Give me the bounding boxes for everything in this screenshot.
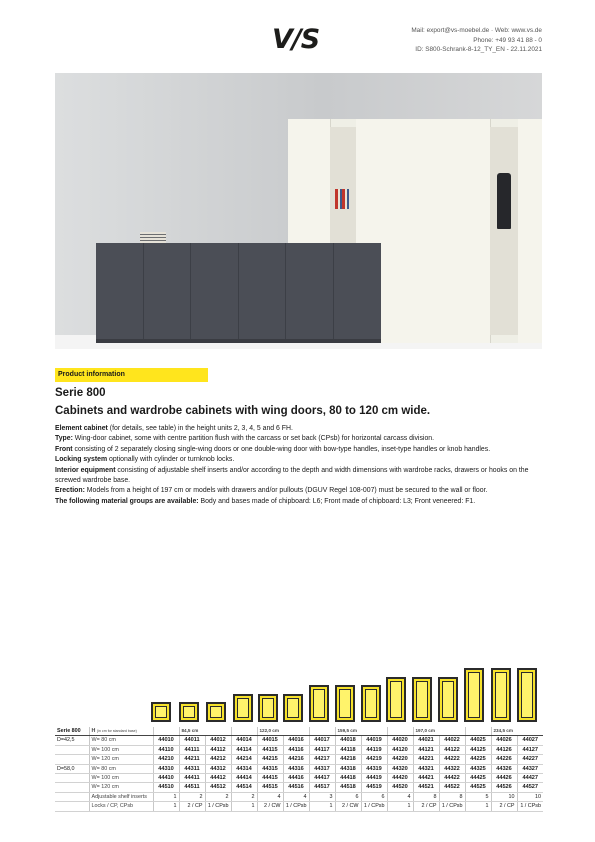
article-code-cell: 44415	[257, 774, 283, 783]
article-number-table	[55, 727, 543, 812]
locks-cell: 1 / CPsb	[283, 802, 309, 811]
article-code-cell: 44120	[387, 745, 413, 754]
article-code-cell: 44025	[465, 736, 491, 745]
article-code-cell: 44018	[335, 736, 361, 745]
article-code-cell: 44125	[465, 745, 491, 754]
table-row	[55, 774, 543, 783]
article-code-cell: 44226	[491, 755, 517, 764]
desc-element-cabinet: Element cabinet (for details, see table) in the height units 2, 3, 4, 5 and 6 FH.	[55, 425, 293, 432]
article-code-cell: 44219	[361, 755, 387, 764]
article-code-cell: 44419	[361, 774, 387, 783]
shelf-count-cell: 2	[179, 792, 205, 801]
article-code-cell: 44220	[387, 755, 413, 764]
article-code-cell: 44211	[179, 755, 205, 764]
product-subtitle: Cabinets and wardrobe cabinets with wing doors, 80 to 120 cm wide.	[55, 405, 431, 417]
article-code-cell: 44218	[335, 755, 361, 764]
article-code-cell: 44026	[491, 736, 517, 745]
article-code-cell: 44118	[335, 745, 361, 754]
article-code-cell: 44112	[205, 745, 231, 754]
article-code-cell: 44320	[387, 764, 413, 773]
article-code-cell: 44020	[387, 736, 413, 745]
article-code-cell: 44127	[517, 745, 543, 754]
article-code-cell: 44422	[439, 774, 465, 783]
article-code-cell: 44522	[439, 783, 465, 792]
article-code-cell: 44425	[465, 774, 491, 783]
contact-phone: Phone: +49 93 41 88 - 0	[473, 36, 542, 44]
article-code-cell: 44416	[283, 774, 309, 783]
article-code-cell: 44520	[387, 783, 413, 792]
article-code-cell: 44027	[517, 736, 543, 745]
article-code-cell: 44121	[413, 745, 439, 754]
shelf-count-cell: 4	[387, 792, 413, 801]
article-code-cell: 44412	[205, 774, 231, 783]
article-code-cell: 44325	[465, 764, 491, 773]
table-row	[55, 745, 543, 754]
article-code-cell: 44222	[439, 755, 465, 764]
cabinet-2fh-icon	[206, 702, 226, 722]
article-code-cell: 44317	[309, 764, 335, 773]
table-row	[55, 755, 543, 764]
cabinet-2fh-icon	[151, 702, 171, 722]
cabinet-2fh-icon	[179, 702, 199, 722]
depth-cell: D=58,0	[55, 764, 89, 773]
article-code-cell: 44311	[179, 764, 205, 773]
article-code-cell: 44122	[439, 745, 465, 754]
cabinet-6fh-icon	[517, 668, 537, 722]
article-code-cell: 44321	[413, 764, 439, 773]
locks-cell: 1 / CPsb	[361, 802, 387, 811]
document-id: ID: S800-Schrank-8-12_TY_EN - 22.11.2021	[415, 46, 542, 54]
article-code-cell: 44418	[335, 774, 361, 783]
locks-label: Locks / CP, CPsb	[89, 802, 153, 811]
article-code-cell: 44212	[205, 755, 231, 764]
width-cell: W= 100 cm	[89, 774, 153, 783]
cabinet-6fh-icon	[491, 668, 511, 722]
desc-locking: Locking system optionally with cylinder or turnknob locks.	[55, 456, 235, 464]
article-code-cell: 44119	[361, 745, 387, 754]
series-cell: Serie 800	[55, 727, 89, 736]
article-code-cell: 44126	[491, 745, 517, 754]
desc-materials: The following material groups are available: Body and bases made of chipboard: L6; Front made of chipboard: L3; Front veneered: F1.	[55, 497, 476, 505]
vs-logo: V/S	[272, 24, 320, 55]
article-code-cell: 44115	[257, 745, 283, 754]
low-cabinet-row	[96, 243, 381, 341]
table-header-row	[55, 727, 543, 736]
article-code-cell: 44414	[231, 774, 257, 783]
height-cell: 197,0 cm	[413, 727, 465, 736]
article-code-cell: 44117	[309, 745, 335, 754]
article-code-cell: 44014	[231, 736, 257, 745]
article-code-cell: 44022	[439, 736, 465, 745]
cabinet-3fh-icon	[258, 694, 278, 722]
table-row	[55, 764, 543, 773]
shelf-count-cell: 1	[153, 792, 179, 801]
locks-cell: 2 / CP	[491, 802, 517, 811]
article-code-cell: 44315	[257, 764, 283, 773]
article-code-cell: 44322	[439, 764, 465, 773]
depth-cell	[55, 783, 89, 792]
locks-cell: 1	[309, 802, 335, 811]
article-code-cell: 44526	[491, 783, 517, 792]
contact-info	[411, 26, 542, 55]
article-code-cell: 44417	[309, 774, 335, 783]
article-code-cell: 44510	[153, 783, 179, 792]
article-code-cell: 44410	[153, 774, 179, 783]
shelf-count-cell: 4	[257, 792, 283, 801]
product-photo	[55, 73, 542, 349]
article-code-cell: 44411	[179, 774, 205, 783]
locks-cell: 2 / CP	[179, 802, 205, 811]
shelf-count-cell: 4	[283, 792, 309, 801]
article-code-cell: 44217	[309, 755, 335, 764]
article-code-cell: 44214	[231, 755, 257, 764]
shelf-count-cell: 10	[517, 792, 543, 801]
contact-mail-web[interactable]: Mail: export@vs-moebel.de · Web: www.vs.de	[411, 27, 542, 34]
article-code-cell: 44010	[153, 736, 179, 745]
article-code-cell: 44525	[465, 783, 491, 792]
article-code-cell: 44426	[491, 774, 517, 783]
article-code-cell: 44221	[413, 755, 439, 764]
locks-cell: 2 / CP	[413, 802, 439, 811]
shelves-label: Adjustable shelf inserts	[89, 792, 153, 801]
cabinet-4fh-icon	[335, 685, 355, 722]
locks-cell: 1 / CPsb	[205, 802, 231, 811]
article-code-cell: 44314	[231, 764, 257, 773]
series-title: Serie 800	[55, 387, 106, 399]
article-code-cell: 44312	[205, 764, 231, 773]
shelf-count-cell: 6	[361, 792, 387, 801]
article-code-cell: 44518	[335, 783, 361, 792]
article-code-cell: 44516	[283, 783, 309, 792]
shelf-count-cell: 2	[205, 792, 231, 801]
article-code-cell: 44227	[517, 755, 543, 764]
locks-cell: 1	[465, 802, 491, 811]
article-code-cell: 44225	[465, 755, 491, 764]
article-code-cell: 44316	[283, 764, 309, 773]
shelf-count-cell: 8	[413, 792, 439, 801]
article-code-cell: 44111	[179, 745, 205, 754]
height-cell: 122,0 cm	[257, 727, 309, 736]
article-code-cell: 44318	[335, 764, 361, 773]
article-code-cell: 44512	[205, 783, 231, 792]
height-cell: 84,5 cm	[179, 727, 231, 736]
shelf-count-cell: 10	[491, 792, 517, 801]
product-description	[55, 424, 543, 507]
height-cell: 159,5 cm	[335, 727, 387, 736]
article-code-cell: 44327	[517, 764, 543, 773]
shelves-row	[55, 792, 543, 801]
locks-cell: 1	[231, 802, 257, 811]
article-code-cell: 44019	[361, 736, 387, 745]
locks-cell: 2 / CW	[335, 802, 361, 811]
width-cell: W= 120 cm	[89, 755, 153, 764]
article-code-cell: 44116	[283, 745, 309, 754]
article-code-cell: 44519	[361, 783, 387, 792]
height-cell: 234,5 cm	[491, 727, 543, 736]
article-code-cell: 44017	[309, 736, 335, 745]
shelf-count-cell: 3	[309, 792, 335, 801]
locks-cell: 1	[387, 802, 413, 811]
cabinet-4fh-icon	[361, 685, 381, 722]
cabinet-variant-icons	[55, 662, 543, 722]
article-code-cell: 44011	[179, 736, 205, 745]
article-code-cell: 44527	[517, 783, 543, 792]
article-code-cell: 44021	[413, 736, 439, 745]
article-code-cell: 44427	[517, 774, 543, 783]
desc-erection: Erection: Models from a height of 197 cm or models with drawers and/or pullouts (DGUV Regel 108-007) must be secured to the wall or floor.	[55, 487, 488, 495]
locks-row	[55, 802, 543, 811]
depth-cell: D=42,5	[55, 736, 89, 745]
depth-cell	[55, 745, 89, 754]
cabinet-4fh-icon	[309, 685, 329, 722]
article-code-cell: 44310	[153, 764, 179, 773]
cabinet-6fh-icon	[464, 668, 484, 722]
article-code-cell: 44514	[231, 783, 257, 792]
article-code-cell: 44015	[257, 736, 283, 745]
locks-cell: 2 / CW	[257, 802, 283, 811]
table-row	[55, 783, 543, 792]
locks-cell: 1	[153, 802, 179, 811]
books-on-cabinet	[140, 232, 166, 243]
article-code-cell: 44515	[257, 783, 283, 792]
desc-interior: Interior equipment consisting of adjustable shelf inserts and/or according to the depth and width dimensions with wardrobe racks, drawers or hooks on the screwed wardrobe base.	[55, 466, 529, 485]
depth-cell	[55, 774, 89, 783]
desc-front: Front consisting of 2 separately closing single-wing doors or one double-wing door with bow-type handles, inset-type handles or knob handles.	[55, 445, 491, 453]
article-code-cell: 44521	[413, 783, 439, 792]
article-code-cell: 44420	[387, 774, 413, 783]
article-code-cell: 44016	[283, 736, 309, 745]
article-code-cell: 44326	[491, 764, 517, 773]
depth-cell	[55, 755, 89, 764]
article-code-cell: 44517	[309, 783, 335, 792]
low-cabinet-plinth	[96, 339, 381, 343]
shelf-count-cell: 6	[335, 792, 361, 801]
cabinet-5fh-icon	[386, 677, 406, 722]
cabinet-5fh-icon	[438, 677, 458, 722]
locks-cell: 1 / CPsb	[517, 802, 543, 811]
cabinet-5fh-icon	[412, 677, 432, 722]
width-cell: W= 80 cm	[89, 736, 153, 745]
shelf-count-cell: 2	[231, 792, 257, 801]
article-code-cell: 44216	[283, 755, 309, 764]
cabinet-3fh-icon	[283, 694, 303, 722]
desc-type: Type: Wing-door cabinet, some with centre partition flush with the carcass or set back (CPsb) for horizontal carcass division.	[55, 435, 435, 443]
article-code-cell: 44012	[205, 736, 231, 745]
cabinet-3fh-icon	[233, 694, 253, 722]
table-row	[55, 736, 543, 745]
width-cell: W= 80 cm	[89, 764, 153, 773]
article-code-cell: 44421	[413, 774, 439, 783]
article-code-cell: 44110	[153, 745, 179, 754]
article-code-cell: 44511	[179, 783, 205, 792]
locks-cell: 1 / CPsb	[439, 802, 465, 811]
article-code-cell: 44114	[231, 745, 257, 754]
height-label-cell: H (in cm for standard base)	[89, 727, 153, 736]
width-cell: W= 100 cm	[89, 745, 153, 754]
shelf-count-cell: 8	[439, 792, 465, 801]
section-label: Product information	[55, 368, 208, 382]
article-code-cell: 44210	[153, 755, 179, 764]
article-code-cell: 44215	[257, 755, 283, 764]
width-cell: W= 120 cm	[89, 783, 153, 792]
shelf-count-cell: 5	[465, 792, 491, 801]
article-code-cell: 44319	[361, 764, 387, 773]
